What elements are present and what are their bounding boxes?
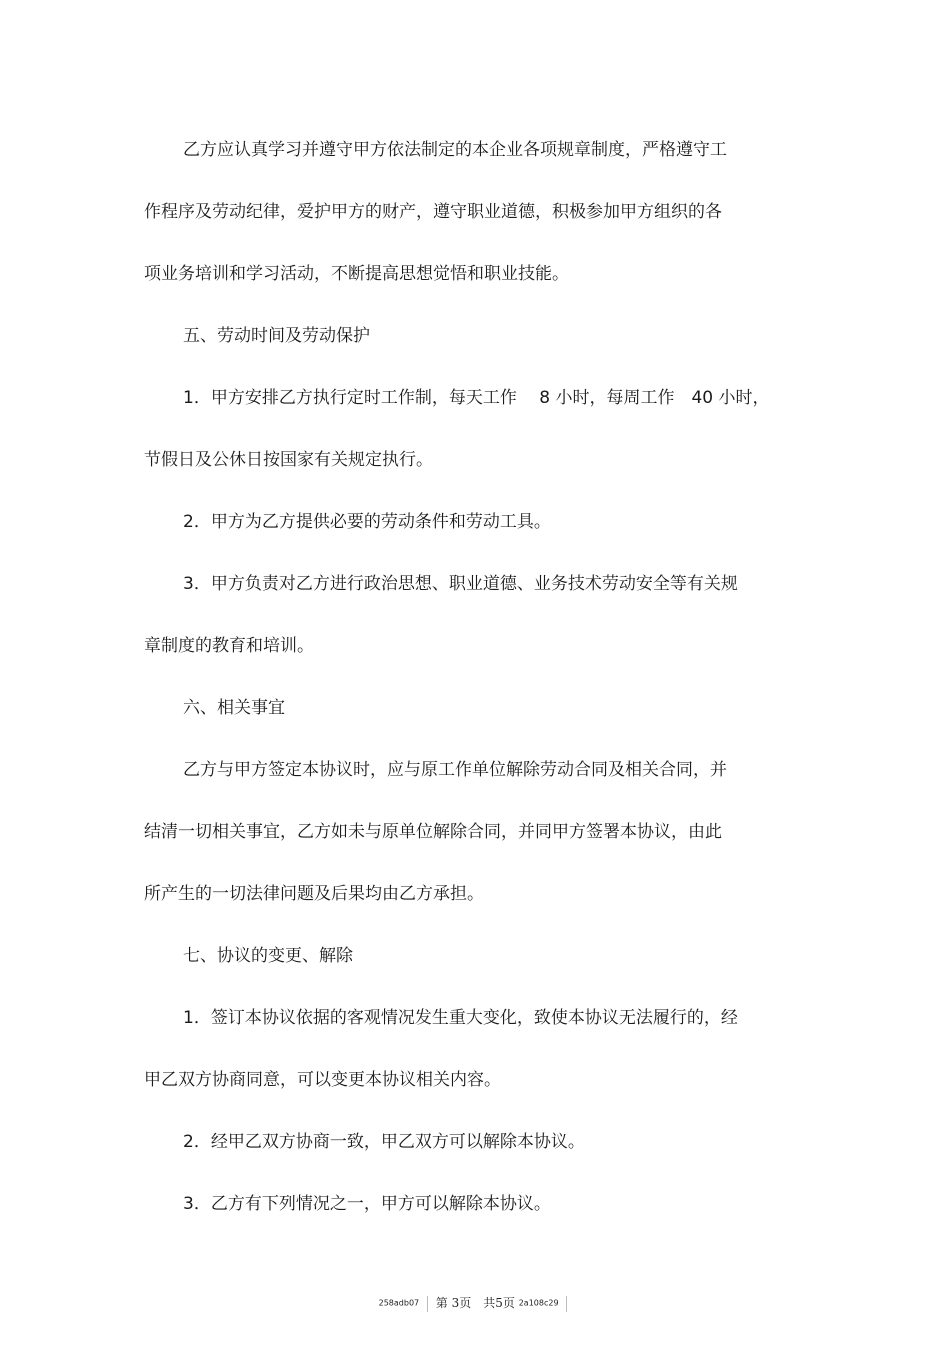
page-footer (0, 1294, 950, 1313)
section-heading: 六、相关事宜 (183, 698, 285, 718)
paragraph-line: 3．甲方负责对乙方进行政治思想、职业道德、业务技术劳动安全等有关规 (183, 574, 738, 594)
paragraph-line: 2．甲方为乙方提供必要的劳动条件和劳动工具。 (183, 512, 551, 532)
paragraph-line: 节假日及公休日按国家有关规定执行。 (144, 450, 433, 470)
paragraph-line: 3．乙方有下列情况之一，甲方可以解除本协议。 (183, 1194, 551, 1214)
paragraph-line: 乙方应认真学习并遵守甲方依法制定的本企业各项规章制度，严格遵守工 (183, 140, 727, 160)
section-heading: 五、劳动时间及劳动保护 (183, 326, 370, 346)
paragraph-line: 项业务培训和学习活动，不断提高思想觉悟和职业技能。 (144, 264, 569, 284)
paragraph-line: 1．签订本协议依据的客观情况发生重大变化，致使本协议无法履行的，经 (183, 1008, 738, 1028)
paragraph-line: 2．经甲乙双方协商一致，甲乙双方可以解除本协议。 (183, 1132, 585, 1152)
paragraph-line: 所产生的一切法律问题及后果均由乙方承担。 (144, 884, 484, 904)
page-number: 第 3页 共5页 (435, 1296, 515, 1310)
paragraph-line: 1．甲方安排乙方执行定时工作制，每天工作 8 小时，每周工作 40 小时， (183, 388, 770, 408)
footer-code-left: 258adb07 (378, 1298, 420, 1308)
footer-divider (566, 1296, 567, 1312)
paragraph-line: 乙方与甲方签定本协议时，应与原工作单位解除劳动合同及相关合同，并 (183, 760, 727, 780)
paragraph-line: 作程序及劳动纪律，爱护甲方的财产，遵守职业道德，积极参加甲方组织的各 (144, 202, 722, 222)
paragraph-line: 章制度的教育和培训。 (144, 636, 314, 656)
paragraph-line: 结清一切相关事宜，乙方如未与原单位解除合同，并同甲方签署本协议，由此 (144, 822, 722, 842)
paragraph-line: 甲乙双方协商同意，可以变更本协议相关内容。 (144, 1070, 501, 1090)
footer-code-right: 2a108c29 (518, 1298, 559, 1308)
footer-divider (427, 1296, 428, 1312)
section-heading: 七、协议的变更、解除 (183, 946, 353, 966)
